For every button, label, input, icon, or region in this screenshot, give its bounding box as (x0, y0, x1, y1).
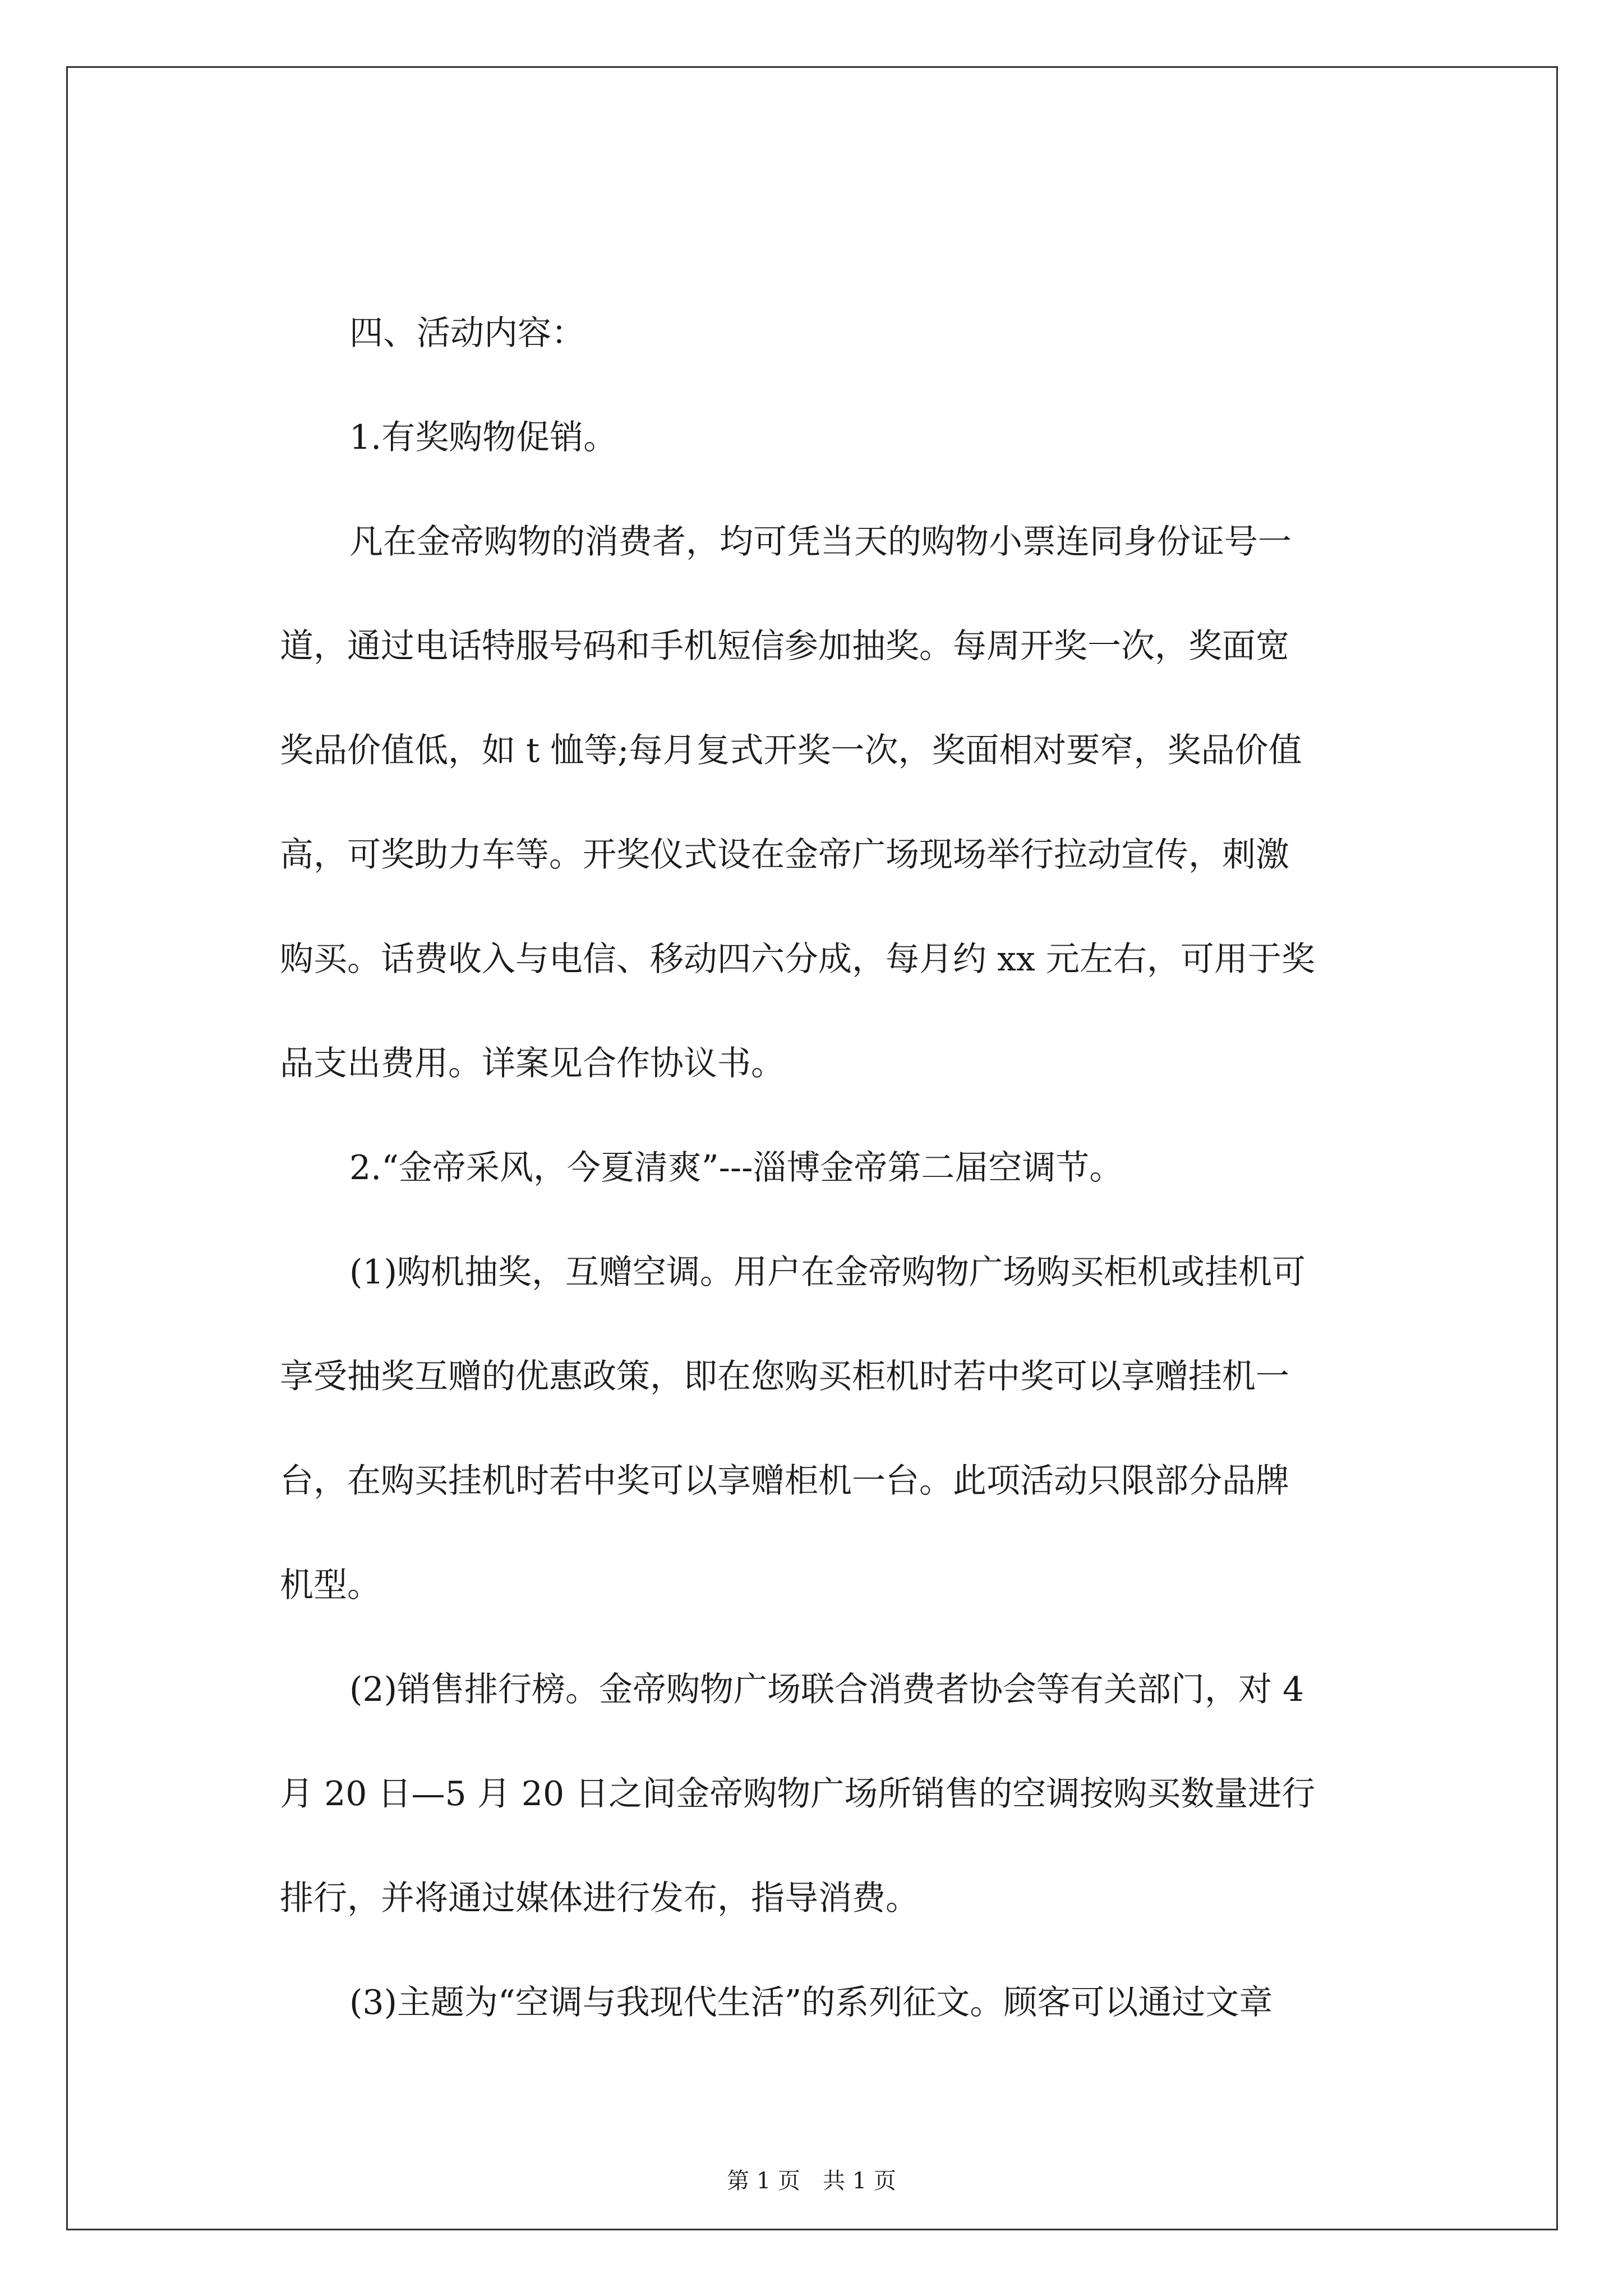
text-line: 品支出费用。详案见合作协议书。 (280, 1044, 785, 1083)
text-line: 1.有奖购物促销。 (349, 418, 617, 457)
text-line: 排行，并将通过媒体进行发布，指导消费。 (280, 1879, 919, 1918)
text-line: 四、活动内容： (349, 314, 585, 353)
text-line: 购买。话费收入与电信、移动四六分成，每月约 xx 元左右，可用于奖 (280, 940, 1315, 979)
page-frame (66, 66, 1558, 2230)
text-line: 月 20 日—5 月 20 日之间金帝购物广场所销售的空调按购买数量进行 (280, 1774, 1316, 1814)
text-line: (2)销售排行榜。金帝购物广场联合消费者协会等有关部门，对 4 (349, 1670, 1304, 1709)
document-body (280, 281, 1491, 2055)
text-line: 高，可奖助力车等。开奖仪式设在金帝广场现场举行拉动宣传，刺激 (280, 835, 1289, 875)
text-line: 台，在购买挂机时若中奖可以享赠柜机一台。此项活动只限部分品牌 (280, 1461, 1289, 1501)
text-line: 道，通过电话特服号码和手机短信参加抽奖。每周开奖一次，奖面宽 (280, 627, 1289, 666)
text-line: 凡在金帝购物的消费者，均可凭当天的购物小票连同身份证号一 (349, 522, 1292, 562)
text-line: 享受抽奖互赠的优惠政策，即在您购买柜机时若中奖可以享赠挂机一 (280, 1357, 1289, 1396)
page-footer: 第 1 页 共 1 页 (727, 2168, 896, 2194)
text-line: 奖品价值低，如 t 恤等;每月复式开奖一次，奖面相对要窄，奖品价值 (280, 731, 1302, 770)
text-line: (1)购机抽奖，互赠空调。用户在金帝购物广场购买柜机或挂机可 (349, 1253, 1306, 1292)
text-line: 2.“金帝采风，今夏清爽”---淄博金帝第二届空调节。 (349, 1148, 1123, 1188)
text-line: 机型。 (280, 1566, 381, 1605)
text-line: (3)主题为“空调与我现代生活”的系列征文。顾客可以通过文章 (349, 1983, 1273, 2022)
